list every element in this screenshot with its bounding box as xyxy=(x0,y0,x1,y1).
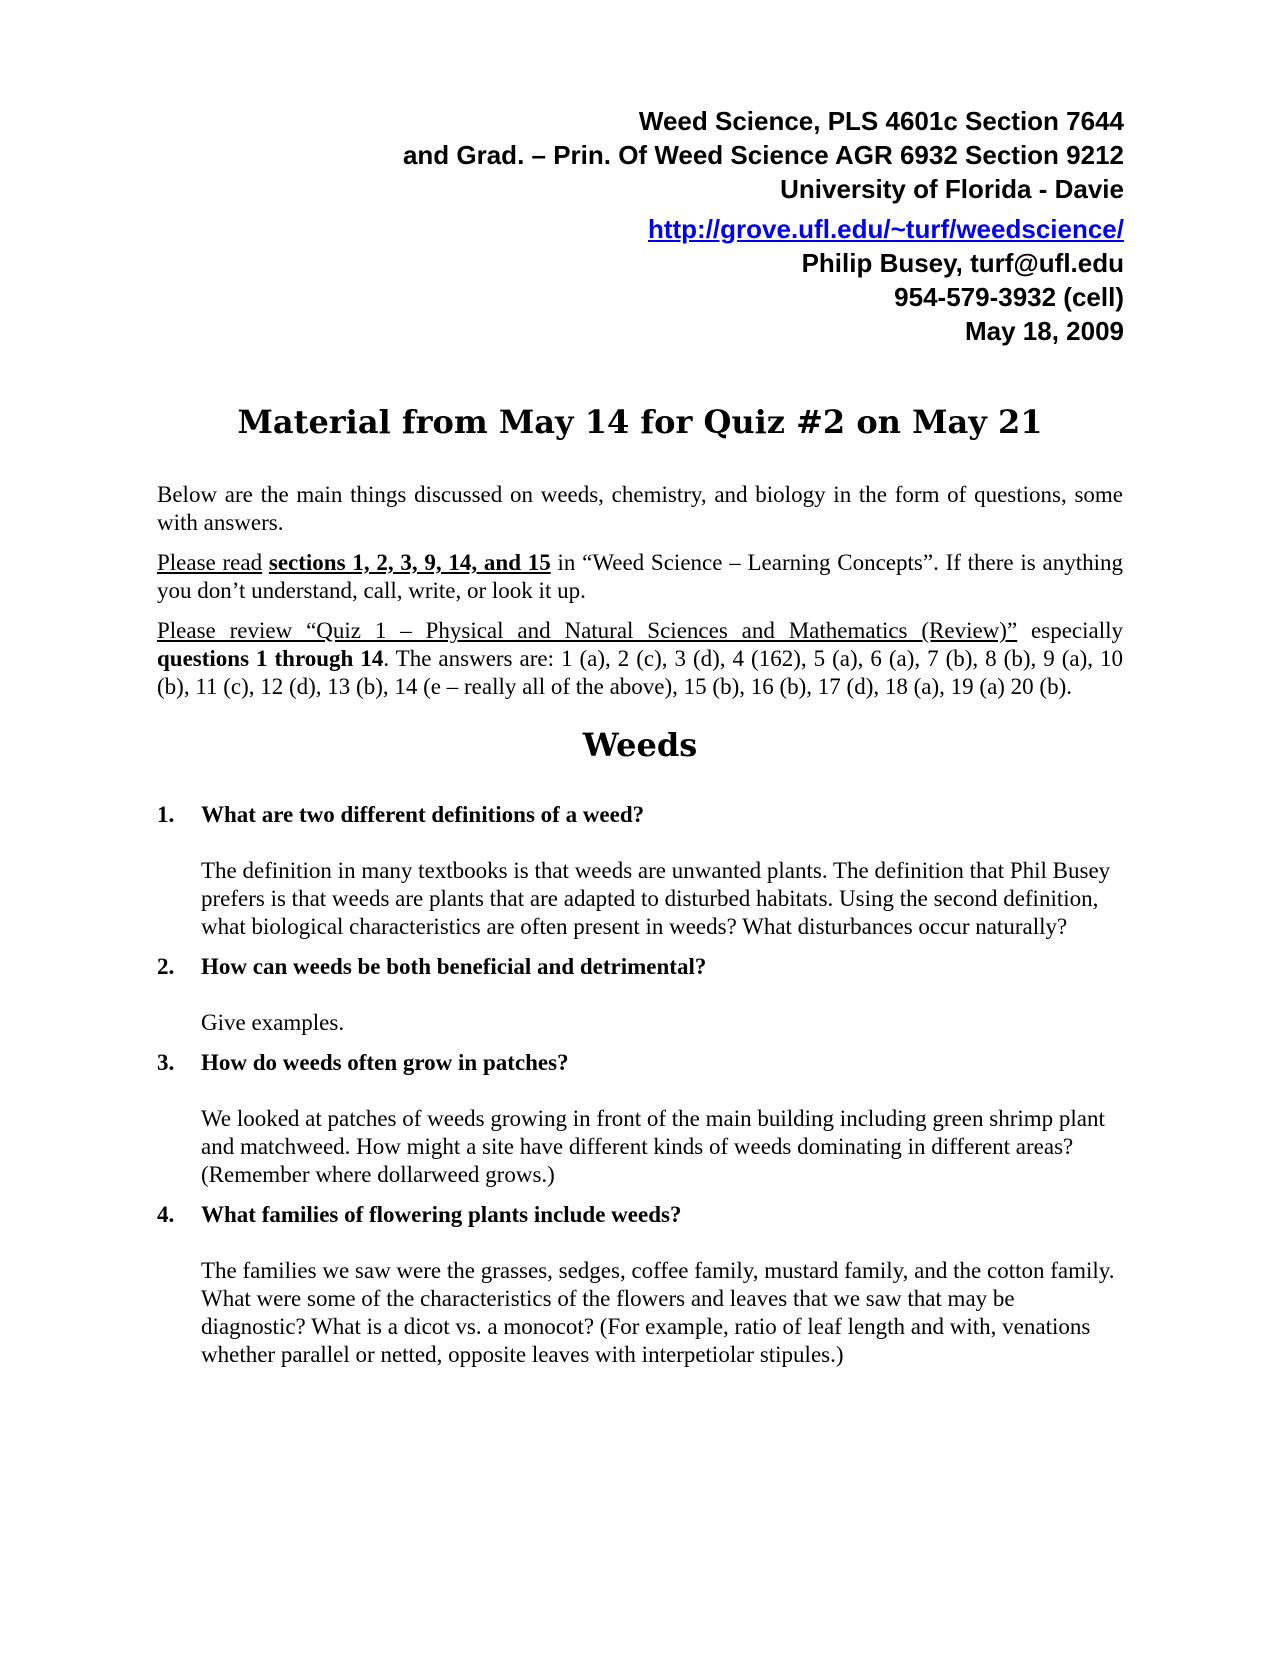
instructor-contact: Philip Busey, turf@ufl.edu xyxy=(801,248,1124,278)
question-answer: The families we saw were the grasses, sedges, coffee family, mustard family, and the cotton family. What were some of the characteristics of the flowers and leaves that we saw that may be diagnostic? What is a dicot vs. a monocot? (For example, ratio of leaf length and with, venations whether parallel or netted, opposite leaves with interpetiolar stipules.) xyxy=(201,1258,1115,1367)
course-header xyxy=(224,104,1124,348)
question-text: How do weeds often grow in patches? xyxy=(201,1050,569,1075)
review-lead: Please review “Quiz 1 – Physical and Natural Sciences and Mathematics (Review)” xyxy=(157,618,1018,643)
question-item xyxy=(157,1201,1123,1369)
review-mid: especially xyxy=(1017,618,1123,643)
reading-sections: sections 1, 2, 3, 9, 14, and 15 xyxy=(268,550,551,575)
document-date: May 18, 2009 xyxy=(964,316,1124,346)
question-item xyxy=(157,1049,1123,1189)
question-heading xyxy=(157,1049,1123,1077)
question-answer: We looked at patches of weeds growing in front of the main building including green shrimp plant and matchweed. How might a site have different kinds of weeds dominating in different areas? (Remember where dollarweed grows.) xyxy=(201,1106,1105,1187)
question-number: 3. xyxy=(157,1050,175,1075)
grad-course-line: and Grad. – Prin. Of Weed Science AGR 6932 Section 9212 xyxy=(402,140,1124,170)
reading-assignment-paragraph xyxy=(157,549,1123,605)
page-title: Material from May 14 for Quiz #2 on May 21 xyxy=(237,403,1043,441)
question-text: What are two different definitions of a weed? xyxy=(201,802,645,827)
instructor-phone: 954-579-3932 (cell) xyxy=(894,282,1124,312)
section-heading-weeds: Weeds xyxy=(582,726,698,764)
course-title-line: Weed Science, PLS 4601c Section 7644 xyxy=(638,106,1124,136)
question-item xyxy=(157,801,1123,941)
question-heading xyxy=(157,801,1123,829)
question-number: 2. xyxy=(157,954,175,979)
question-number: 4. xyxy=(157,1202,175,1227)
question-heading xyxy=(157,1201,1123,1229)
reading-lead: Please read xyxy=(157,550,263,575)
review-questions: questions 1 through 14 xyxy=(157,646,384,671)
university-line: University of Florida - Davie xyxy=(780,174,1124,204)
question-text: How can weeds be both beneficial and detrimental? xyxy=(201,954,707,979)
question-answer: Give examples. xyxy=(201,1010,345,1035)
question-number: 1. xyxy=(157,802,175,827)
question-answer: The definition in many textbooks is that weeds are unwanted plants. The definition that Phil Busey prefers is that weeds are plants that are adapted to disturbed habitats. Using the second definition, what biological characteristics are often present in weeds? What disturbances occur naturally? xyxy=(201,858,1111,939)
document-body xyxy=(157,481,1123,1381)
review-paragraph xyxy=(157,617,1123,701)
question-item xyxy=(157,953,1123,1037)
intro-paragraph: Below are the main things discussed on weeds, chemistry, and biology in the form of questions, some with answers. xyxy=(157,482,1123,535)
question-text: What families of flowering plants include weeds? xyxy=(201,1202,682,1227)
reading-rest: in “Weed Science – Learning Concepts”. If there is anything you don’t understand, call, write, or look it up. xyxy=(157,550,1123,603)
question-heading xyxy=(157,953,1123,981)
course-website-link[interactable]: http://grove.ufl.edu/~turf/weedscience/ xyxy=(647,214,1124,244)
review-answers: . The answers are: 1 (a), 2 (c), 3 (d), 4 (162), 5 (a), 6 (a), 7 (b), 8 (b), 9 (a), 10 (b), 11 (c), 12 (d), 13 (b), 14 (e – really all of the above), 15 (b), 16 (b), 17 (d), 18 (a), 19 (a) 20 (b). xyxy=(157,646,1123,699)
